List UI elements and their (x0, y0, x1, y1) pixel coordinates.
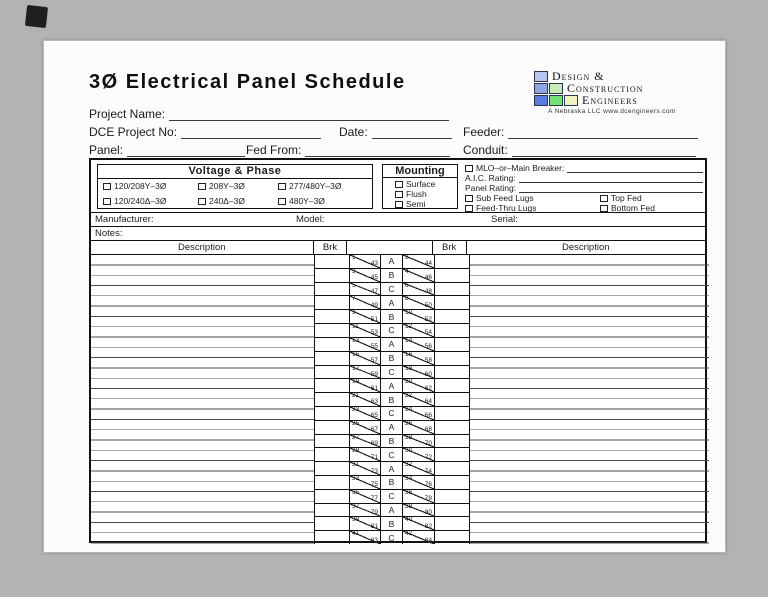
breaker-cell-right[interactable] (435, 352, 469, 365)
circuit-number-cell-odd: 25 67 (349, 421, 381, 434)
options-section (91, 160, 705, 213)
lugs-row-2 (465, 203, 703, 213)
page-title: 3Ø Electrical Panel Schedule (89, 71, 406, 93)
breaker-cell-right[interactable] (435, 517, 469, 530)
circuit-number-cell-odd: 5 47 (349, 283, 381, 296)
logo-square-icon (564, 95, 578, 106)
voltage-option-label: 120/208Y–3Ø (114, 181, 167, 191)
aic-rating-label: A.I.C. Rating: (465, 173, 516, 183)
feeder-label: Feeder: (463, 125, 505, 139)
breaker-cell-left[interactable] (315, 352, 349, 365)
sub-feed-lugs-option (465, 193, 600, 203)
circuit-number-cell-odd: 33 75 (349, 476, 381, 489)
voltage-option-label: 240Δ–3Ø (209, 196, 245, 206)
circuit-number-cell-even: 2 44 (403, 255, 435, 268)
phase-cell: A (381, 462, 403, 475)
breaker-cell-left[interactable] (315, 531, 349, 544)
circuit-number-cell-even: 10 52 (403, 310, 435, 323)
breaker-cell-right[interactable] (435, 504, 469, 517)
breaker-cell-right[interactable] (435, 531, 469, 544)
feed-thru-lugs-option (465, 203, 600, 213)
dce-project-no-input[interactable] (181, 127, 321, 139)
breaker-cell-left[interactable] (315, 379, 349, 392)
phase-cell: C (381, 324, 403, 337)
checkbox-icon[interactable] (198, 183, 206, 190)
logo-row-3 (534, 94, 709, 106)
phase-cell: A (381, 379, 403, 392)
description-header-left: Description (91, 241, 314, 254)
breaker-cell-right[interactable] (435, 310, 469, 323)
breaker-cell-right[interactable] (435, 490, 469, 503)
breaker-cell-right[interactable] (435, 407, 469, 420)
breaker-cell-left[interactable] (315, 490, 349, 503)
phase-cell: B (381, 393, 403, 406)
voltage-option (103, 196, 198, 206)
top-fed-option (600, 193, 642, 203)
voltage-option-label: 480Y–3Ø (289, 196, 325, 206)
breaker-cell-left[interactable] (315, 407, 349, 420)
circuit-number-cell-even: 16 58 (403, 352, 435, 365)
description-header-right: Description (562, 242, 610, 253)
serial-label: Serial: (491, 214, 518, 225)
circuit-number-cell-even: 4 46 (403, 269, 435, 282)
breaker-cell-left[interactable] (315, 435, 349, 448)
checkbox-icon[interactable] (198, 198, 206, 205)
circuit-number-cell-even: 12 54 (403, 324, 435, 337)
phase-cell: C (381, 531, 403, 544)
feed-thru-lugs-label: Feed-Thru Lugs (476, 203, 537, 213)
checkbox-icon[interactable] (465, 205, 473, 212)
breaker-cell-left[interactable] (315, 310, 349, 323)
dce-project-no-group (89, 125, 321, 139)
mounting-option-label: Flush (406, 189, 427, 199)
checkbox-icon[interactable] (278, 183, 286, 190)
checkbox-icon[interactable] (465, 165, 473, 172)
circuit-row (315, 283, 469, 297)
circuit-number-cell-odd: 39 81 (349, 517, 381, 530)
breaker-cell-right[interactable] (435, 296, 469, 309)
phase-cell: A (381, 255, 403, 268)
conduit-label: Conduit: (463, 143, 508, 157)
logo-tagline: A Nebraska LLC www.dcengineers.com (548, 108, 676, 115)
circuit-number-cell-even: 38 80 (403, 504, 435, 517)
feeder-group (463, 125, 698, 139)
circuit-row (315, 531, 469, 544)
voltage-option-label: 120/240Δ–3Ø (114, 196, 167, 206)
logo-square-icon (534, 83, 548, 94)
mounting-option-label: Surface (406, 179, 436, 189)
circuit-row (315, 296, 469, 310)
phase-cell: A (381, 296, 403, 309)
breaker-cell-left[interactable] (315, 393, 349, 406)
logo-square-icon (534, 95, 548, 106)
company-logo (534, 70, 709, 115)
circuit-number-cell-odd: 31 73 (349, 462, 381, 475)
checkbox-icon[interactable] (395, 191, 403, 198)
checkbox-icon[interactable] (395, 181, 403, 188)
breaker-cell-left[interactable] (315, 283, 349, 296)
model-label: Model: (296, 214, 325, 225)
voltage-phase-title: Voltage & Phase (98, 165, 372, 179)
date-input[interactable] (372, 127, 452, 139)
circuit-row (315, 517, 469, 531)
breaker-cell-right[interactable] (435, 421, 469, 434)
circuit-number-cell-odd: 35 77 (349, 490, 381, 503)
mounting-title: Mounting (383, 165, 457, 178)
mounting-option (395, 189, 457, 199)
breaker-cell-left[interactable] (315, 517, 349, 530)
scan-corner-artifact (25, 5, 48, 28)
phase-cell: B (381, 310, 403, 323)
circuit-number-cell-even: 32 74 (403, 462, 435, 475)
checkbox-icon[interactable] (103, 198, 111, 205)
circuit-number-cell-even: 8 50 (403, 296, 435, 309)
circuit-row (315, 421, 469, 435)
circuit-number-cell-even: 36 78 (403, 490, 435, 503)
description-column-left[interactable] (91, 255, 315, 544)
phase-cell: A (381, 338, 403, 351)
project-name-row (89, 107, 449, 121)
breaker-cell-right[interactable] (435, 283, 469, 296)
breaker-cell-left[interactable] (315, 476, 349, 489)
breaker-cell-right[interactable] (435, 255, 469, 268)
breaker-cell-left[interactable] (315, 366, 349, 379)
conduit-group (463, 143, 696, 157)
checkbox-icon[interactable] (600, 205, 608, 212)
circuit-number-cell-even: 34 76 (403, 476, 435, 489)
circuit-number-cell-odd: 11 53 (349, 324, 381, 337)
breaker-cell-left[interactable] (315, 504, 349, 517)
phase-cell: B (381, 352, 403, 365)
voltage-phase-options (98, 179, 372, 206)
breaker-cell-right[interactable] (435, 324, 469, 337)
feeder-input[interactable] (508, 127, 698, 139)
circuit-row (315, 462, 469, 476)
mounting-option (395, 179, 457, 189)
fed-from-input[interactable] (305, 145, 450, 157)
circuit-row (315, 490, 469, 504)
dce-project-no-label: DCE Project No: (89, 125, 178, 139)
circuit-number-cell-odd: 1 43 (349, 255, 381, 268)
notes-label: Notes: (95, 228, 123, 239)
date-label: Date: (339, 125, 368, 139)
panel-rating-input[interactable] (519, 185, 703, 193)
phase-cell: B (381, 269, 403, 282)
breaker-cell-left[interactable] (315, 421, 349, 434)
notes-row[interactable] (91, 227, 705, 241)
circuit-number-cell-even: 26 68 (403, 421, 435, 434)
conduit-input[interactable] (512, 145, 696, 157)
circuit-row (315, 407, 469, 421)
circuit-row (315, 379, 469, 393)
panel-group (89, 143, 245, 157)
bottom-fed-option (600, 203, 655, 213)
panel-rating-row (465, 183, 703, 193)
circuit-number-cell-even: 40 82 (403, 517, 435, 530)
phase-cell: C (381, 283, 403, 296)
circuit-row (315, 504, 469, 518)
circuit-number-cell-odd: 27 69 (349, 435, 381, 448)
bottom-fed-label: Bottom Fed (611, 203, 655, 213)
circuit-rows (315, 255, 469, 544)
project-name-label: Project Name: (89, 107, 166, 121)
fed-from-group (246, 143, 450, 157)
date-group (339, 125, 452, 139)
voltage-option (198, 181, 278, 191)
circuit-number-cell-odd: 17 59 (349, 366, 381, 379)
breaker-cell-left[interactable] (315, 338, 349, 351)
mounting-options (383, 178, 457, 209)
breaker-cell-right[interactable] (435, 393, 469, 406)
mounting-option-label: Semi (406, 199, 426, 209)
panel-label: Panel: (89, 143, 124, 157)
logo-square-icon (549, 83, 563, 94)
voltage-option (278, 181, 373, 191)
circuit-number-cell-odd: 19 61 (349, 379, 381, 392)
phase-cell: C (381, 490, 403, 503)
circuit-number-cell-odd: 41 83 (349, 531, 381, 544)
circuit-number-cell-even: 24 66 (403, 407, 435, 420)
breaker-cell-right[interactable] (435, 269, 469, 282)
circuit-row (315, 338, 469, 352)
brk-header-left: Brk (314, 241, 348, 254)
circuit-number-cell-even: 42 84 (403, 531, 435, 544)
phase-cell: B (381, 476, 403, 489)
phase-cell: A (381, 504, 403, 517)
aic-rating-input[interactable] (519, 175, 703, 183)
mounting-box (382, 164, 458, 209)
circuit-number-cell-even: 28 70 (403, 435, 435, 448)
logo-text-design: Design & (552, 68, 605, 83)
circuit-number-cell-odd: 3 45 (349, 269, 381, 282)
mlo-label: MLO–or–Main Breaker: (476, 163, 565, 173)
breaker-cell-left[interactable] (315, 269, 349, 282)
mlo-input[interactable] (567, 165, 703, 173)
breaker-cell-right[interactable] (435, 462, 469, 475)
breaker-cell-left[interactable] (315, 324, 349, 337)
panel-rating-label: Panel Rating: (465, 183, 517, 193)
circuit-header-blank (347, 241, 432, 254)
circuit-row (315, 476, 469, 490)
circuit-number-cell-odd: 21 63 (349, 393, 381, 406)
voltage-option-label: 208Y–3Ø (209, 181, 245, 191)
logo-text-engineers: Engineers (582, 92, 638, 107)
breaker-cell-right[interactable] (435, 476, 469, 489)
column-header-row (91, 241, 705, 255)
panel-schedule-table (89, 158, 707, 543)
circuit-row (315, 366, 469, 380)
circuit-number-cell-odd: 7 49 (349, 296, 381, 309)
breaker-info-box (465, 163, 703, 213)
breaker-cell-left[interactable] (315, 462, 349, 475)
sub-feed-lugs-label: Sub Feed Lugs (476, 193, 534, 203)
circuit-number-cell-odd: 37 79 (349, 504, 381, 517)
project-name-input[interactable] (169, 109, 449, 121)
circuit-number-cell-odd: 29 71 (349, 448, 381, 461)
description-column-right[interactable] (469, 255, 709, 544)
checkbox-icon[interactable] (395, 201, 403, 208)
breaker-cell-left[interactable] (315, 255, 349, 268)
circuit-number-cell-even: 30 72 (403, 448, 435, 461)
logo-text-construction: Construction (567, 80, 644, 95)
circuit-row (315, 393, 469, 407)
breaker-cell-right[interactable] (435, 379, 469, 392)
circuit-row (315, 324, 469, 338)
circuit-number-cell-odd: 23 65 (349, 407, 381, 420)
circuit-number-cell-even: 20 62 (403, 379, 435, 392)
circuit-number-cell-odd: 15 57 (349, 352, 381, 365)
manufacturer-label: Manufacturer: (95, 214, 154, 225)
phase-cell: A (381, 421, 403, 434)
voltage-option (198, 196, 278, 206)
aic-rating-row (465, 173, 703, 183)
manufacturer-row (91, 213, 705, 227)
logo-square-icon (549, 95, 563, 106)
top-fed-label: Top Fed (611, 193, 642, 203)
panel-schedule-page (43, 40, 726, 553)
breaker-cell-right[interactable] (435, 366, 469, 379)
circuit-number-cell-odd: 13 55 (349, 338, 381, 351)
checkbox-icon[interactable] (465, 195, 473, 202)
lugs-row-1 (465, 193, 703, 203)
voltage-option-label: 277/480Y–3Ø (289, 181, 342, 191)
voltage-option (278, 196, 373, 206)
breaker-cell-right[interactable] (435, 338, 469, 351)
phase-cell: B (381, 517, 403, 530)
circuit-number-cell-even: 18 60 (403, 366, 435, 379)
brk-header-right: Brk (433, 241, 467, 254)
breaker-cell-right[interactable] (435, 435, 469, 448)
phase-cell: C (381, 407, 403, 420)
phase-cell: B (381, 435, 403, 448)
circuit-row (315, 269, 469, 283)
circuit-row (315, 435, 469, 449)
checkbox-icon[interactable] (278, 198, 286, 205)
circuit-row (315, 448, 469, 462)
breaker-cell-left[interactable] (315, 296, 349, 309)
logo-square-icon (534, 71, 548, 82)
breaker-cell-left[interactable] (315, 448, 349, 461)
circuit-number-cell-even: 14 56 (403, 338, 435, 351)
fed-from-label: Fed From: (246, 143, 302, 157)
circuit-number-cell-odd: 9 51 (349, 310, 381, 323)
circuit-row (315, 310, 469, 324)
circuit-row (315, 352, 469, 366)
checkbox-icon[interactable] (600, 195, 608, 202)
breaker-cell-right[interactable] (435, 448, 469, 461)
panel-input[interactable] (127, 145, 245, 157)
circuit-number-cell-even: 6 48 (403, 283, 435, 296)
mounting-option (395, 199, 457, 209)
mlo-row (465, 163, 703, 173)
voltage-phase-box (97, 164, 373, 209)
phase-cell: C (381, 448, 403, 461)
circuit-number-cell-even: 22 64 (403, 393, 435, 406)
phase-cell: C (381, 366, 403, 379)
circuit-row (315, 255, 469, 269)
checkbox-icon[interactable] (103, 183, 111, 190)
circuit-grid (91, 255, 705, 544)
voltage-option (103, 181, 198, 191)
